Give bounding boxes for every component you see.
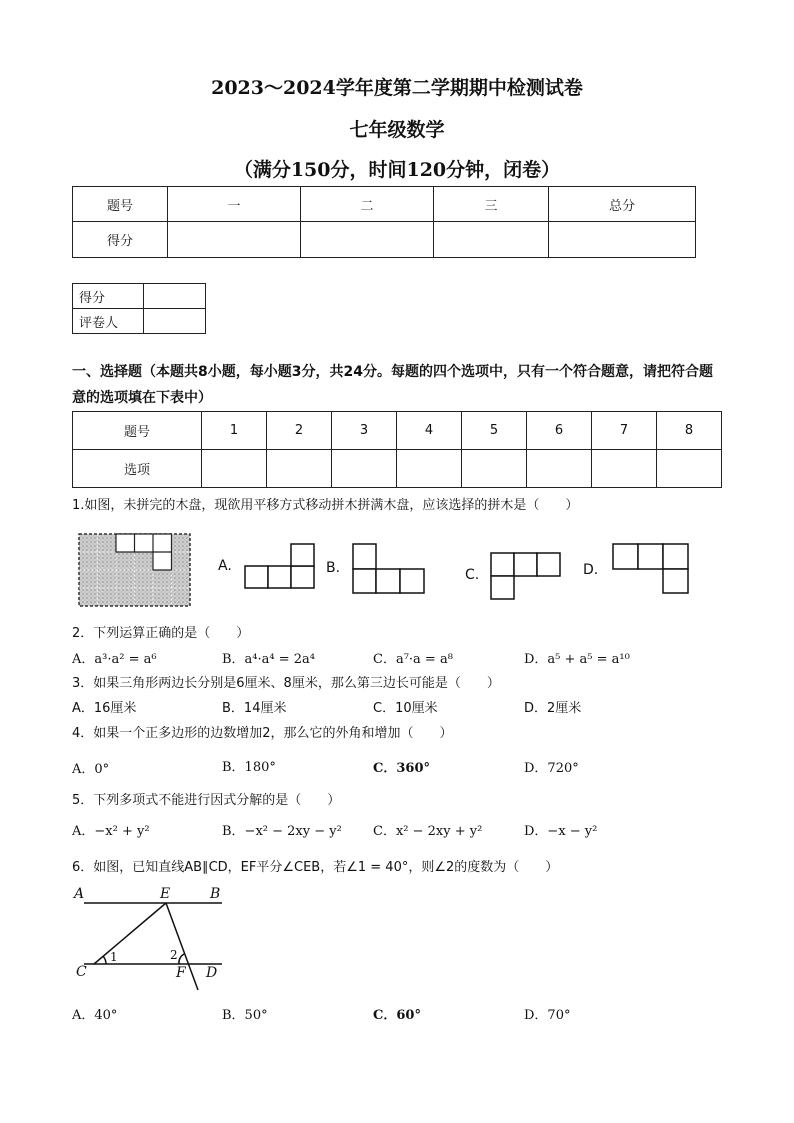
q6-option-c[interactable]: C．60° xyxy=(373,1008,421,1023)
score-header-total: 总分 xyxy=(549,187,696,222)
score-header-number: 题号 xyxy=(73,187,168,222)
q4-option-a[interactable]: A．0° xyxy=(72,762,110,777)
answer-cell[interactable] xyxy=(202,450,267,488)
answer-number: 2 xyxy=(267,412,332,450)
label-angle-2: 2 xyxy=(170,948,178,962)
q5-option-a[interactable]: A．−x² + y² xyxy=(72,824,150,839)
answer-number: 1 xyxy=(202,412,267,450)
q3-option-b[interactable]: B．14厘米 xyxy=(222,701,287,716)
section-heading: 一、选择题（本题共8小题，每小题3分，共24分。每题的四个选项中，只有一个符合题意，请把符合题意的选项填在下表中） xyxy=(72,364,713,406)
q2-option-d[interactable]: D．a⁵ + a⁵ = a¹⁰ xyxy=(524,652,630,667)
exam-title: 2023～2024学年度第二学期期中检测试卷 xyxy=(211,77,583,99)
q3-option-d[interactable]: D．2厘米 xyxy=(524,701,582,716)
q1-option-b-label: B. xyxy=(326,560,341,576)
label-c: C xyxy=(76,964,87,980)
q1-option-a-label: A. xyxy=(218,558,232,574)
grader-score-cell[interactable] xyxy=(144,284,206,309)
answer-number: 3 xyxy=(332,412,397,450)
answer-cell[interactable] xyxy=(267,450,332,488)
angle-2-arc xyxy=(179,954,184,964)
q4-option-d[interactable]: D．720° xyxy=(524,761,579,776)
grader-score-label: 得分 xyxy=(73,284,144,309)
grader-name-label: 评卷人 xyxy=(73,309,144,334)
q1-stem: 1.如图，未拼完的木盘，现欲用平移方式移动拼木拼满木盘，应该选择的拼木是（ ） xyxy=(72,498,579,513)
exam-subject: 七年级数学 xyxy=(349,119,445,141)
label-f: F xyxy=(176,965,186,981)
q6-option-a[interactable]: A．40° xyxy=(72,1008,118,1023)
q5-stem: 5．下列多项式不能进行因式分解的是（ ） xyxy=(72,793,341,808)
score-cell[interactable] xyxy=(168,222,301,258)
grader-name-cell[interactable] xyxy=(144,309,206,334)
label-angle-1: 1 xyxy=(110,950,118,964)
q5-option-d[interactable]: D．−x − y² xyxy=(524,824,598,839)
q3-stem: 3．如果三角形两边长分别是6厘米、8厘米，那么第三边长可能是（ ） xyxy=(72,676,500,691)
answer-header-label: 题号 xyxy=(73,412,202,450)
q2-option-b[interactable]: B．a⁴·a⁴ = 2a⁴ xyxy=(222,652,315,667)
q2-option-c[interactable]: C．a⁷·a = a⁸ xyxy=(373,652,453,667)
answer-cell[interactable] xyxy=(657,450,722,488)
q2-stem: 2．下列运算正确的是（ ） xyxy=(72,626,250,641)
answer-cell[interactable] xyxy=(462,450,527,488)
q5-option-c[interactable]: C．x² − 2xy + y² xyxy=(373,824,483,839)
answer-row-label: 选项 xyxy=(73,450,202,488)
label-d: D xyxy=(206,965,218,981)
q6-geometry-figure xyxy=(72,884,232,994)
answer-number: 7 xyxy=(592,412,657,450)
q1-option-a-shape xyxy=(244,543,316,589)
q1-option-d-label: D. xyxy=(583,562,599,578)
q6-stem: 6．如图，已知直线AB∥CD，EF平分∠CEB，若∠1 = 40°，则∠2的度数为（ ） xyxy=(72,860,559,875)
label-e: E xyxy=(160,886,171,902)
score-cell[interactable] xyxy=(301,222,434,258)
q1-option-c-shape xyxy=(490,552,562,600)
label-a: A xyxy=(74,886,85,902)
label-b: B xyxy=(210,886,221,902)
q1-option-d-shape xyxy=(612,543,692,595)
q4-option-b[interactable]: B．180° xyxy=(222,760,276,775)
score-row-label: 得分 xyxy=(73,222,168,258)
q3-option-a[interactable]: A．16厘米 xyxy=(72,701,137,716)
exam-info: （满分150分，时间120分钟，闭卷） xyxy=(233,159,561,181)
q6-option-d[interactable]: D．70° xyxy=(524,1008,571,1023)
answer-cell[interactable] xyxy=(397,450,462,488)
q3-option-c[interactable]: C．10厘米 xyxy=(373,701,438,716)
answer-cell[interactable] xyxy=(527,450,592,488)
answer-number: 8 xyxy=(657,412,722,450)
q4-option-c[interactable]: C．360° xyxy=(373,761,430,776)
score-header-part3: 三 xyxy=(434,187,549,222)
answer-number: 6 xyxy=(527,412,592,450)
grader-table xyxy=(72,283,206,334)
answer-cell[interactable] xyxy=(332,450,397,488)
q2-option-a[interactable]: A．a³·a² = a⁶ xyxy=(72,652,157,667)
score-table xyxy=(72,186,696,258)
score-header-part1: 一 xyxy=(168,187,301,222)
q1-option-c-label: C. xyxy=(465,567,480,583)
score-header-part2: 二 xyxy=(301,187,434,222)
q5-option-b[interactable]: B．−x² − 2xy − y² xyxy=(222,824,342,839)
angle-1-arc xyxy=(103,956,106,964)
q4-stem: 4．如果一个正多边形的边数增加2，那么它的外角和增加（ ） xyxy=(72,726,453,741)
q1-option-b-shape xyxy=(352,543,426,595)
segment-ce xyxy=(94,903,166,964)
score-cell[interactable] xyxy=(434,222,549,258)
answer-number: 5 xyxy=(462,412,527,450)
q6-option-b[interactable]: B．50° xyxy=(222,1008,268,1023)
answer-table xyxy=(72,411,722,488)
q1-board-figure xyxy=(78,533,192,608)
score-cell[interactable] xyxy=(549,222,696,258)
answer-number: 4 xyxy=(397,412,462,450)
answer-cell[interactable] xyxy=(592,450,657,488)
